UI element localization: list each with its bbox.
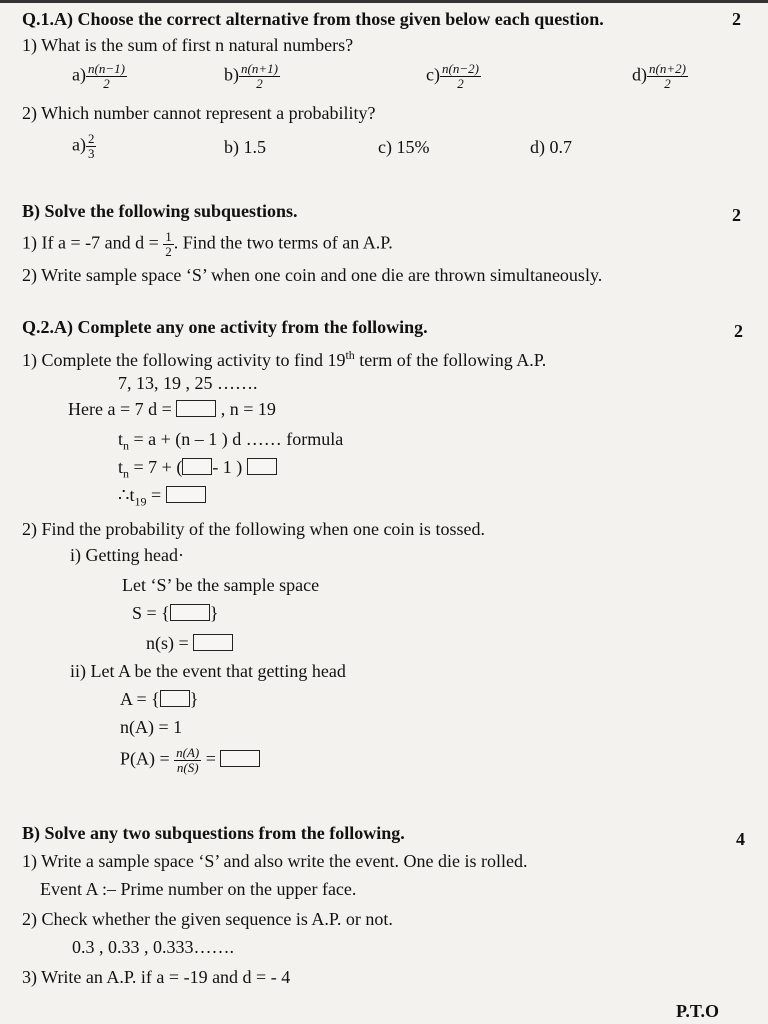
q2b-question-1: 1) Write a sample space ‘S’ and also write the event. One die is rolled. — [22, 851, 528, 871]
t19-answer-box[interactable] — [166, 486, 206, 503]
q1a-q1-option-a: a) $\frac{n(n-1)}{2}$ — [72, 61, 125, 91]
sample-space-box[interactable] — [170, 604, 210, 621]
n-answer-box[interactable] — [182, 458, 212, 475]
na-line: n(A) = 1 — [120, 717, 183, 737]
q2b-question-2: 2) Check whether the given sequence is A.P. or not. — [22, 909, 393, 929]
q1a-question-1: 1) What is the sum of first n natural numbers? — [22, 35, 354, 55]
q1a-q2-option-c: c) 15% — [378, 137, 430, 157]
q1a-q2-option-b: b) 1.5 — [224, 137, 266, 157]
d-answer-box[interactable] — [176, 400, 216, 417]
q2b-heading: B) Solve any two subquestions from the following. — [22, 823, 405, 843]
pto-footer: P.T.O — [676, 1001, 720, 1021]
q1a-question-2: 2) Which number cannot represent a probability? — [22, 103, 376, 123]
q2b-event-a: Event A :– Prime number on the upper face. — [40, 879, 357, 899]
q2a-question-1: 1) Complete the following activity to find 19th term of the following A.P. — [22, 348, 547, 370]
q2a-marks: 2 — [734, 321, 743, 341]
sample-space-line: S = { } — [132, 603, 219, 623]
q1b-question-2: 2) Write sample space ‘S’ when one coin and one die are thrown simultaneously. — [22, 265, 603, 285]
given-values: Here a = 7 d = , n = 19 — [68, 399, 276, 419]
q2b-marks: 4 — [736, 829, 745, 849]
q2b-sequence: 0.3 , 0.33 , 0.333……. — [72, 937, 234, 957]
let-sample-space: Let ‘S’ be the sample space — [122, 575, 320, 595]
ap-sequence: 7, 13, 19 , 25 ……. — [118, 373, 258, 393]
q2a-heading: Q.2.A) Complete any one activity from the following. — [22, 317, 428, 337]
event-a-line: A = { } — [120, 689, 199, 709]
probability-line: P(A) = $\frac{n(A)}{n(S)}$ = — [120, 746, 260, 775]
q1a-q2-option-a: a) $\frac{2}{3}$ — [72, 131, 95, 161]
q1a-q2-option-d: d) 0.7 — [530, 137, 572, 157]
q1a-q1-option-b: b) $\frac{n(n+1)}{2}$ — [224, 61, 278, 91]
event-a-box[interactable] — [160, 690, 190, 707]
q1a-heading: Q.1.A) Choose the correct alternative from those given below each question. — [22, 9, 604, 29]
q1b-question-1: 1) If a = -7 and d = $\frac{1}{2}$ . Find the two terms of an A.P. — [22, 229, 393, 259]
q2a-question-2: 2) Find the probability of the following when one coin is tossed. — [22, 519, 485, 539]
ns-answer-box[interactable] — [193, 634, 233, 651]
ns-line: n(s) = — [146, 632, 233, 654]
part-ii: ii) Let A be the event that getting head — [70, 661, 346, 681]
q2b-question-3: 3) Write an A.P. if a = -19 and d = - 4 — [22, 967, 291, 987]
pa-answer-box[interactable] — [220, 750, 260, 767]
result-line: $\therefore t_{19}$ = — [118, 484, 206, 513]
part-i: i) Getting head· — [70, 545, 184, 565]
formula-line: $t_n = a + (n - 1$ ) d …… formula — [118, 429, 344, 453]
q1a-q1-option-c: c) $\frac{n(n-2)}{2}$ — [426, 61, 479, 91]
q1a-marks: 2 — [732, 9, 741, 29]
substitution-line: $t_n = 7$ + ( - 1 ) — [118, 456, 277, 485]
q1b-marks: 2 — [732, 205, 741, 225]
top-border-line — [0, 0, 768, 3]
q1a-q1-option-d: d) $\frac{n(n+2)}{2}$ — [632, 61, 686, 91]
q1b-heading: B) Solve the following subquestions. — [22, 201, 298, 221]
d-substitution-box[interactable] — [247, 458, 277, 475]
